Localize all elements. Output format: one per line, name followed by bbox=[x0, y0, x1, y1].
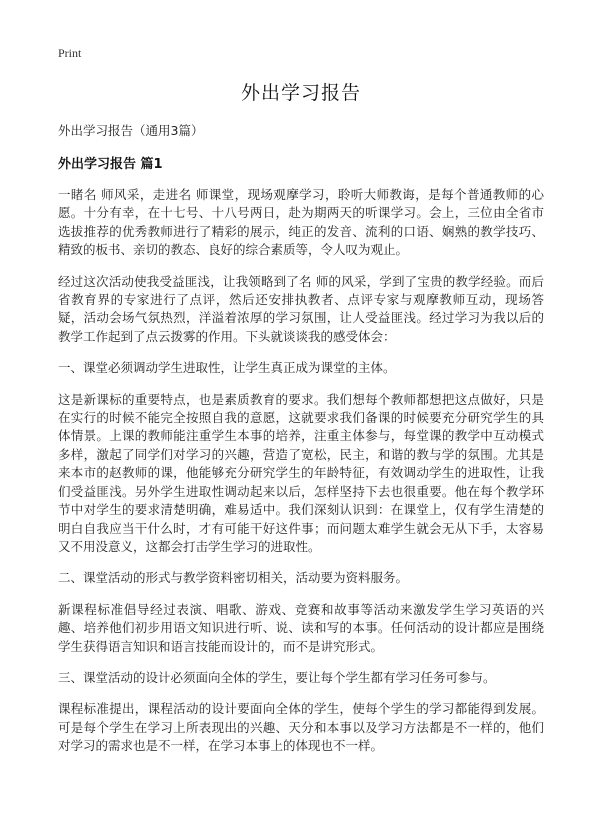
paragraph-point-2: 新课程标准倡导经过表演、唱歌、游戏、竞赛和故事等活动来激发学生学习英语的兴趣、培养他们初步用语文知识进行听、说、读和写的本事。任何活动的设计都应是围绕学生获得语言知识和语言技能而设计的，而不是讲究形式。 bbox=[58, 601, 544, 654]
paragraph-gains: 经过这次活动使我受益匪浅，让我领略到了名 师的风采，学到了宝贵的教学经验。而后省教育界的专家进行了点评，然后还安排执教者、点评专家与观摩教师互动，现场答疑，活动会场气氛热烈，洋溢着浓厚的学习氛围，让人受益匪浅。经过学习为我以后的教学工作起到了点云拨雾的作用。下头就谈谈我的感受体会： bbox=[58, 273, 544, 344]
point-heading-1: 一、课堂必须调动学生进取性，让学生真正成为课堂的主体。 bbox=[58, 360, 396, 376]
print-label: Print bbox=[58, 46, 82, 60]
point-heading-3: 三、课堂活动的设计必须面向全体的学生，要让每个学生都有学习任务可参与。 bbox=[58, 669, 496, 685]
paragraph-intro: 一睹名 师风采，走进名 师课堂，现场观摩学习，聆听大师教诲，是每个普通教师的心愿。十分有幸，在十七号、十八号两日，赴为期两天的听课学习。会上，三位由全省市选拔推荐的优秀教师进行了精彩的展示，纯正的发音、流利的口语、娴熟的教学技巧、精致的板书、亲切的教态、良好的综合素质等，令人叹为观止。 bbox=[58, 187, 544, 258]
section-heading: 外出学习报告 篇1 bbox=[58, 157, 163, 172]
paragraph-point-1: 这是新课标的重要特点，也是素质教育的要求。我们想每个教师都想把这点做好，只是在实行的时候不能完全按照自我的意愿，这就要求我们备课的时候要充分研究学生的具体情景。上课的教师能注重学生本事的培养，注重主体参与，每堂课的教学中互动模式多样，激起了同学们对学习的兴趣，营造了宽松，民主，和谐的教与学的氛围。尤其是来本市的赵教师的课，他能够充分研究学生的年龄特征，有效调动学生的进取性，让我们受益匪浅。另外学生进取性调动起来以后，怎样坚持下去也很重要。他在每个教学环节中对学生的要求清楚明确，难易适中。我们深刻认识到：在课堂上，仅有学生清楚的明白自我应当干什么时，才有可能干好这件事；而问题太难学生就会无从下手，太容易又不用没意义，这都会打击学生学习的进取性。 bbox=[58, 391, 544, 554]
document-title: 外出学习报告 bbox=[240, 82, 361, 104]
point-heading-2: 二、课堂活动的形式与教学资料密切相关，活动要为资料服务。 bbox=[58, 570, 409, 586]
document-subtitle: 外出学习报告（通用3篇） bbox=[58, 123, 204, 138]
paragraph-point-3: 课程标准提出，课程活动的设计要面向全体的学生，使每个学生的学习都能得到发展。可是每个学生在学习上所表现出的兴趣、天分和本事以及学习方法都是不一样的，他们对学习的需求也是不一样，在学习本事上的体现也不一样。 bbox=[58, 701, 544, 754]
